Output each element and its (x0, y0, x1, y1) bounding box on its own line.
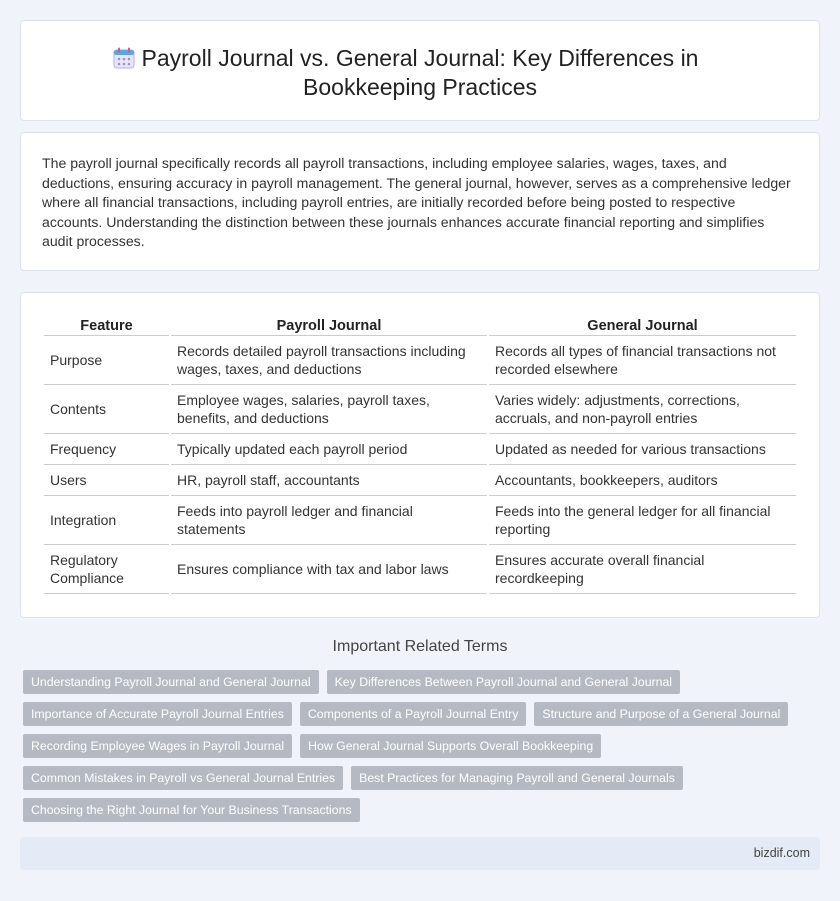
header-feature: Feature (44, 316, 169, 336)
feature-cell: Contents (44, 385, 169, 434)
feature-cell: Regulatory Compliance (44, 545, 169, 594)
table-row (44, 465, 796, 496)
footer-site-link[interactable]: bizdif.com (753, 846, 810, 860)
table-row (44, 496, 796, 545)
table-row (44, 545, 796, 594)
related-term-link[interactable]: How General Journal Supports Overall Bookkeeping (300, 734, 601, 758)
payroll-cell: Employee wages, salaries, payroll taxes, benefits, and deductions (171, 385, 487, 434)
payroll-cell: Records detailed payroll transactions including wages, taxes, and deductions (171, 336, 487, 385)
related-term-link[interactable]: Recording Employee Wages in Payroll Journal (23, 734, 292, 758)
table-row (44, 336, 796, 385)
comparison-card (20, 292, 820, 618)
feature-cell: Frequency (44, 434, 169, 465)
payroll-cell: Feeds into payroll ledger and financial statements (171, 496, 487, 545)
header-payroll-journal: Payroll Journal (171, 316, 487, 336)
tag-row (23, 734, 813, 758)
tag-row (23, 766, 813, 790)
general-cell: Records all types of financial transactions not recorded elsewhere (489, 336, 796, 385)
general-cell: Feeds into the general ledger for all financial reporting (489, 496, 796, 545)
related-term-link[interactable]: Common Mistakes in Payroll vs General Journal Entries (23, 766, 343, 790)
related-terms-title: Important Related Terms (332, 638, 508, 655)
general-cell: Accountants, bookkeepers, auditors (489, 465, 796, 496)
related-terms-list (23, 670, 813, 830)
general-cell: Ensures accurate overall financial recordkeeping (489, 545, 796, 594)
header-card (20, 20, 820, 121)
related-term-link[interactable]: Best Practices for Managing Payroll and General Journals (351, 766, 683, 790)
tag-row (23, 798, 813, 822)
related-term-link[interactable]: Components of a Payroll Journal Entry (300, 702, 527, 726)
tag-row (23, 702, 813, 726)
feature-cell: Integration (44, 496, 169, 545)
feature-cell: Purpose (44, 336, 169, 385)
table-row (44, 434, 796, 465)
related-term-link[interactable]: Key Differences Between Payroll Journal and General Journal (327, 670, 680, 694)
payroll-cell: HR, payroll staff, accountants (171, 465, 487, 496)
general-cell: Varies widely: adjustments, corrections, accruals, and non-payroll entries (489, 385, 796, 434)
payroll-cell: Ensures compliance with tax and labor laws (171, 545, 487, 594)
intro-paragraph: The payroll journal specifically records all payroll transactions, including employee salaries, wages, taxes, and deductions, ensuring accuracy in payroll management. The general journal, however, serves as a comprehensive ledger where all financial transactions, including payroll entries, are initially recorded before being posted to respective accounts. Understanding the distinction between these journals enhances accurate financial reporting and simplifies audit processes. (42, 155, 791, 249)
header-general-journal: General Journal (489, 316, 796, 336)
related-term-link[interactable]: Importance of Accurate Payroll Journal Entries (23, 702, 292, 726)
comparison-table (42, 316, 798, 594)
footer (20, 837, 820, 870)
page-title: Payroll Journal vs. General Journal: Key Differences in Bookkeeping Practices (141, 45, 699, 100)
payroll-cell: Typically updated each payroll period (171, 434, 487, 465)
table-row (44, 385, 796, 434)
tag-row (23, 670, 813, 694)
intro-card (20, 132, 820, 271)
related-term-link[interactable]: Choosing the Right Journal for Your Business Transactions (23, 798, 360, 822)
feature-cell: Users (44, 465, 169, 496)
related-term-link[interactable]: Understanding Payroll Journal and General Journal (23, 670, 319, 694)
general-cell: Updated as needed for various transactions (489, 434, 796, 465)
table-header-row (44, 316, 796, 336)
related-term-link[interactable]: Structure and Purpose of a General Journal (534, 702, 788, 726)
